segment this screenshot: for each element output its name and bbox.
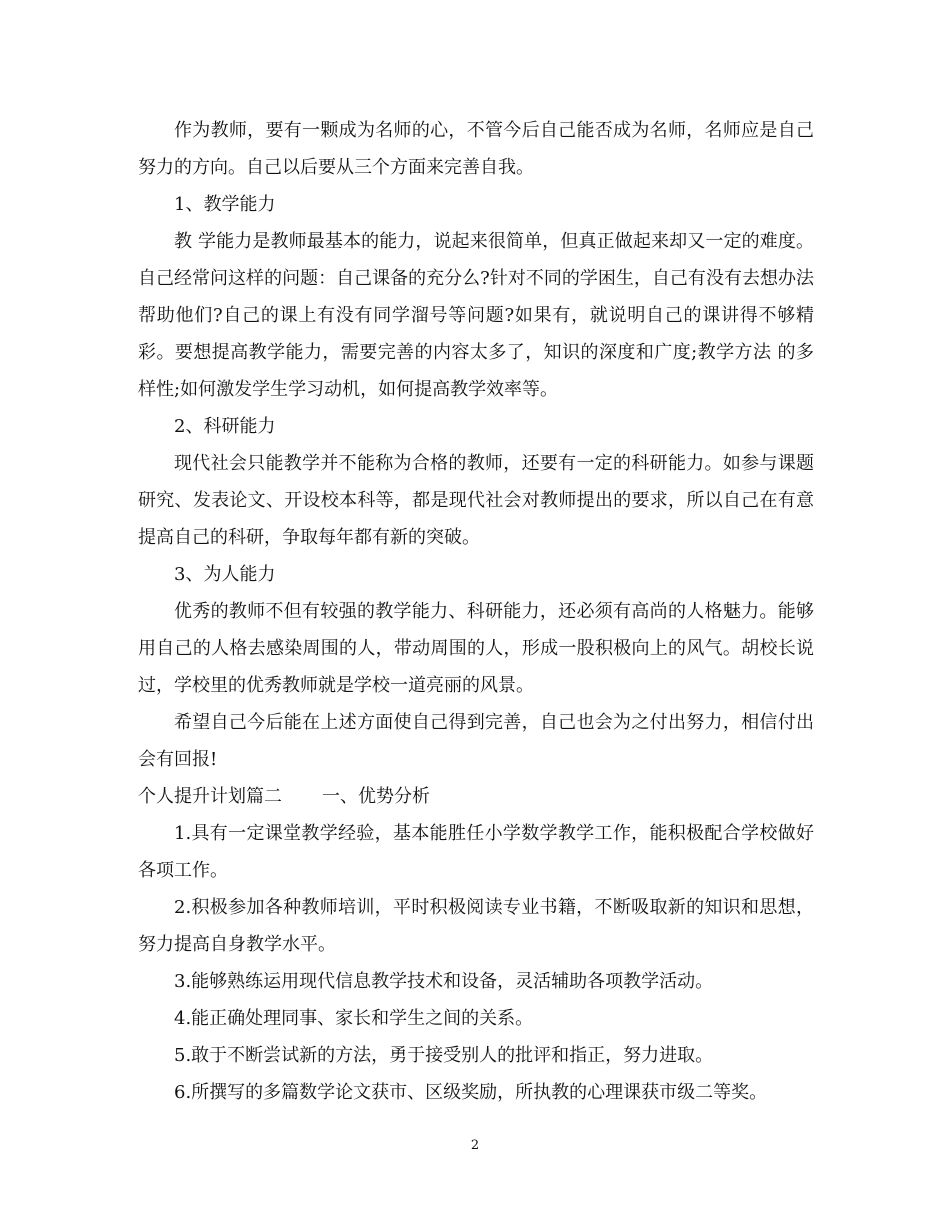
list-item-strength-1: 1.具有一定课堂教学经验，基本能胜任小学数学教学工作，能积极配合学校做好各项工作。: [138, 823, 814, 881]
page-number: 2: [470, 1138, 480, 1153]
document-body: [138, 112, 814, 1111]
list-item-strength-2: 2.积极参加各种教师培训，平时积极阅读专业书籍，不断吸取新的知识和思想，努力提高自身教学水平。: [138, 897, 814, 955]
list-item-strength-6: 6.所撰写的多篇数学论文获市、区级奖励，所执教的心理课获市级二等奖。: [174, 1082, 768, 1103]
paragraph-intro: 作为教师，要有一颗成为名师的心，不管今后自己能否成为名师，名师应是自己努力的方向。自己以后要从三个方面来完善自我。: [138, 120, 814, 178]
section-heading-plan-two: 个人提升计划篇二 一、优势分析: [138, 786, 431, 807]
paragraph-teaching-ability: 教 学能力是教师最基本的能力，说起来很简单，但真正做起来却又一定的难度。自己经常问这样的问题：自己课备的充分么?针对不同的学困生，自己有没有去想办法 帮助他们?自己的课上有没有同学溜号等问题?如果有，就说明自己的课讲得不够精彩。要想提高教学能力，需要完善的内容太多了，知识的深度和广度;教学方法 的多样性;如何激发学生学习动机，如何提高教学效率等。: [138, 231, 814, 400]
paragraph-research-ability: 现代社会只能教学并不能称为合格的教师，还要有一定的科研能力。如参与课题研究、发表论文、开设校本科等，都是现代社会对教师提出的要求，所以自己在有意提高自己的科研，争取每年都有新的突破。: [138, 453, 814, 548]
heading-research-ability: 2、科研能力: [174, 416, 276, 437]
list-item-strength-5: 5.敢于不断尝试新的方法，勇于接受别人的批评和指正，努力进取。: [174, 1045, 714, 1066]
list-item-strength-4: 4.能正确处理同事、家长和学生之间的关系。: [174, 1008, 534, 1029]
heading-personal-ability: 3、为人能力: [174, 564, 276, 585]
paragraph-personal-ability: 优秀的教师不但有较强的教学能力、科研能力，还必须有高尚的人格魅力。能够用自己的人格去感染周围的人，带动周围的人，形成一股积极向上的风气。胡校长说过，学校里的优秀教师就是学校一道亮丽的风景。: [138, 601, 814, 696]
paragraph-conclusion: 希望自己今后能在上述方面使自己得到完善，自己也会为之付出努力，相信付出会有回报!: [138, 712, 814, 770]
heading-teaching-ability: 1、教学能力: [174, 194, 276, 215]
list-item-strength-3: 3.能够熟练运用现代信息教学技术和设备，灵活辅助各项教学活动。: [174, 971, 714, 992]
